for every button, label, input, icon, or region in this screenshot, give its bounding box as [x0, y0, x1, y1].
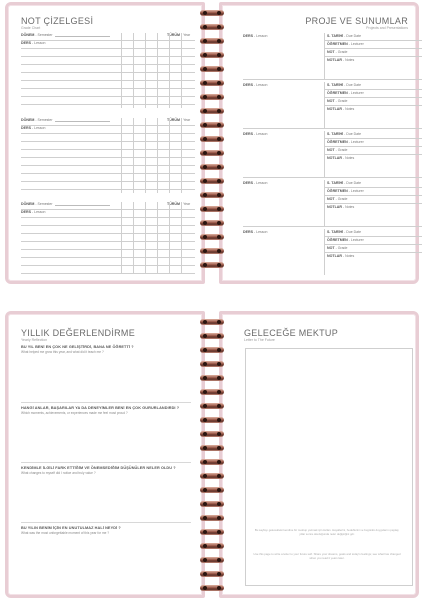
year-sub: Year [183, 202, 191, 206]
lesson-sub: Lesson [256, 132, 268, 136]
term-sub: Semester [37, 33, 53, 37]
binding-ring [200, 38, 224, 44]
due-sub: Due Date [346, 230, 362, 234]
page-subtitle: Grade Chart [21, 26, 41, 30]
due-sub: Due Date [346, 181, 362, 185]
binding-ring [200, 94, 224, 100]
teacher-sub: Lecturer [350, 42, 364, 46]
binding-ring [200, 585, 224, 591]
term-field[interactable] [55, 118, 110, 122]
teacher-label: ÖĞRETMEN [327, 42, 348, 46]
teacher-label: ÖĞRETMEN [327, 91, 348, 95]
term-field[interactable] [55, 202, 110, 206]
due-label: S. TARİHİ [327, 34, 344, 38]
page-subtitle: Yearly Reflection [21, 338, 48, 342]
reflection-question-1 [21, 345, 191, 354]
binding-ring [200, 262, 224, 268]
divider [21, 522, 191, 523]
question-sub: What was the most unforgettable moment of this year for me ? [21, 531, 110, 535]
bottom-spread [5, 311, 419, 598]
binding-ring [200, 178, 224, 184]
reflection-question-4 [21, 526, 191, 535]
page-subtitle: Projects and Presentations [366, 26, 408, 30]
binding-ring [200, 501, 224, 507]
grade-label: NOT [327, 50, 335, 54]
term-field[interactable] [55, 33, 110, 37]
letter-note-en: Use this page to write a letter to your future self. Share your dreams, goals and today's feelings; see what has changed when you read it years later. [253, 552, 401, 560]
project-block-2: DERS - Lesson S. TARİHİ - Due Date ÖĞRETMEN - Lecturer NOT - Grade NOTLAR - Notes [243, 82, 422, 128]
lesson-sub: Lesson [256, 83, 268, 87]
lesson-label: DERS [243, 83, 253, 87]
spiral-binding [198, 319, 226, 590]
notes-label: NOTLAR [327, 107, 342, 111]
page-title: NOT ÇİZELGESİ [21, 16, 94, 26]
binding-ring [200, 122, 224, 128]
notes-label: NOTLAR [327, 58, 342, 62]
page-subtitle: Letter to The Future [244, 338, 275, 342]
question-sub: Which moments, achievements, or experiences made me feel most proud ? [21, 411, 128, 415]
binding-ring [200, 66, 224, 72]
project-block-1: DERS - Lesson S. TARİHİ - Due Date ÖĞRETMEN - Lecturer NOT - Grade NOTLAR - Notes [243, 33, 422, 79]
page-title: YILLIK DEĞERLENDİRME [21, 328, 136, 338]
page-title: PROJE VE SUNUMLAR [305, 16, 408, 26]
question-sub: What helped me grow this year, and what did it teach me ? [21, 350, 104, 354]
lesson-label: DERS [21, 210, 31, 214]
lesson-label: DERS [243, 181, 253, 185]
project-block-4: DERS - Lesson S. TARİHİ - Due Date ÖĞRETMEN - Lecturer NOT - Grade NOTLAR - Notes [243, 180, 422, 226]
grade-block-2: DÖNEM - Semester TÜRÜM - Year DERS - Lesson [21, 118, 195, 193]
binding-ring [200, 473, 224, 479]
grade-label: NOT [327, 246, 335, 250]
grade-sub: Grade [337, 197, 348, 201]
teacher-sub: Lecturer [350, 91, 364, 95]
question-text: HANGİ ANLAR, BAŞARILAR YA DA DENEYİMLER BENİ EN ÇOK GURURLANDIRDI ? [21, 406, 180, 410]
binding-ring [200, 136, 224, 142]
question-text: BU YIL BENİ EN ÇOK NE GELİŞTİRDİ, BANA NE ÖĞRETTİ ? [21, 345, 134, 349]
binding-ring [200, 459, 224, 465]
teacher-label: ÖĞRETMEN [327, 238, 348, 242]
reflection-page [5, 311, 205, 598]
binding-ring [200, 487, 224, 493]
divider [21, 402, 191, 403]
binding-ring [200, 164, 224, 170]
letter-page [219, 311, 419, 598]
binding-ring [200, 319, 224, 325]
grade-chart-page [5, 2, 205, 284]
page-title: GELECEĞE MEKTUP [244, 328, 339, 338]
lesson-sub: Lesson [256, 181, 268, 185]
lesson-sub: Lesson [256, 230, 268, 234]
notes-sub: Notes [345, 107, 355, 111]
letter-note-tr: Bu sayfayı gelecekteki kendine bir mektup yazmak için kullan. Hayallerini, hedeflerini ve bugünkü duygularını paylaş; yıllar sonra okuduğunda neler değiştiğini gör. [254, 528, 400, 536]
project-block-3: DERS - Lesson S. TARİHİ - Due Date ÖĞRETMEN - Lecturer NOT - Grade NOTLAR - Notes [243, 131, 422, 177]
binding-ring [200, 431, 224, 437]
year-label: TÜRÜM [167, 118, 180, 122]
grade-label: NOT [327, 148, 335, 152]
binding-ring [200, 333, 224, 339]
binding-ring [200, 80, 224, 86]
lesson-sub: Lesson [34, 126, 46, 130]
question-sub: What changes to myself did I notice and truly value ? [21, 471, 96, 475]
due-label: S. TARİHİ [327, 181, 344, 185]
grade-sub: Grade [337, 99, 348, 103]
year-sub: Year [183, 33, 191, 37]
binding-ring [200, 557, 224, 563]
binding-ring [200, 571, 224, 577]
question-text: BU YILIN BENİM İÇİN EN UNUTULMAZ HALİ NEYDİ ? [21, 526, 121, 530]
notes-sub: Notes [345, 254, 355, 258]
projects-page [219, 2, 419, 284]
grade-label: NOT [327, 99, 335, 103]
letter-writing-area[interactable] [245, 348, 413, 586]
teacher-label: ÖĞRETMEN [327, 189, 348, 193]
binding-ring [200, 206, 224, 212]
top-spread [5, 2, 419, 284]
notes-label: NOTLAR [327, 205, 342, 209]
due-sub: Due Date [346, 34, 362, 38]
binding-ring [200, 52, 224, 58]
due-sub: Due Date [346, 132, 362, 136]
binding-ring [200, 445, 224, 451]
lesson-label: DERS [243, 132, 253, 136]
due-sub: Due Date [346, 83, 362, 87]
lesson-label: DERS [21, 126, 31, 130]
reflection-question-3 [21, 466, 191, 475]
lesson-sub: Lesson [34, 41, 46, 45]
term-sub: Semester [37, 202, 53, 206]
term-label: DÖNEM [21, 202, 35, 206]
lesson-sub: Lesson [256, 34, 268, 38]
teacher-sub: Lecturer [350, 140, 364, 144]
term-label: DÖNEM [21, 33, 35, 37]
notes-label: NOTLAR [327, 156, 342, 160]
binding-ring [200, 515, 224, 521]
grade-sub: Grade [337, 148, 348, 152]
binding-ring [200, 10, 224, 16]
binding-ring [200, 192, 224, 198]
due-label: S. TARİHİ [327, 132, 344, 136]
spiral-binding [198, 10, 226, 276]
divider [21, 462, 191, 463]
year-sub: Year [183, 118, 191, 122]
binding-ring [200, 375, 224, 381]
notes-sub: Notes [345, 205, 355, 209]
year-label: TÜRÜM [167, 202, 180, 206]
term-sub: Semester [37, 118, 53, 122]
notes-sub: Notes [345, 156, 355, 160]
lesson-label: DERS [243, 230, 253, 234]
notes-sub: Notes [345, 58, 355, 62]
lesson-sub: Lesson [34, 210, 46, 214]
binding-ring [200, 389, 224, 395]
notes-label: NOTLAR [327, 254, 342, 258]
binding-ring [200, 347, 224, 353]
binding-ring [200, 417, 224, 423]
grade-label: NOT [327, 197, 335, 201]
binding-ring [200, 248, 224, 254]
due-label: S. TARİHİ [327, 230, 344, 234]
year-label: TÜRÜM [167, 33, 180, 37]
grade-block-3: DÖNEM - Semester TÜRÜM - Year DERS - Lesson [21, 202, 195, 274]
project-block-5: DERS - Lesson S. TARİHİ - Due Date ÖĞRETMEN - Lecturer NOT - Grade NOTLAR - Notes [243, 229, 422, 275]
grade-block-1: DÖNEM - Semester TÜRÜM - Year DERS - Lesson [21, 33, 195, 108]
teacher-label: ÖĞRETMEN [327, 140, 348, 144]
binding-ring [200, 529, 224, 535]
binding-ring [200, 543, 224, 549]
lesson-label: DERS [243, 34, 253, 38]
binding-ring [200, 403, 224, 409]
binding-ring [200, 150, 224, 156]
binding-ring [200, 361, 224, 367]
term-label: DÖNEM [21, 118, 35, 122]
binding-ring [200, 220, 224, 226]
binding-ring [200, 108, 224, 114]
binding-ring [200, 24, 224, 30]
teacher-sub: Lecturer [350, 238, 364, 242]
grade-sub: Grade [337, 246, 348, 250]
grade-sub: Grade [337, 50, 348, 54]
teacher-sub: Lecturer [350, 189, 364, 193]
question-text: KENDİMLE İLGİLİ FARK ETTİĞİM VE ÖNEMSEDİĞİM DÜŞÜNÜLER NELER OLDU ? [21, 466, 176, 470]
reflection-question-2 [21, 406, 191, 415]
lesson-label: DERS [21, 41, 31, 45]
binding-ring [200, 234, 224, 240]
due-label: S. TARİHİ [327, 83, 344, 87]
